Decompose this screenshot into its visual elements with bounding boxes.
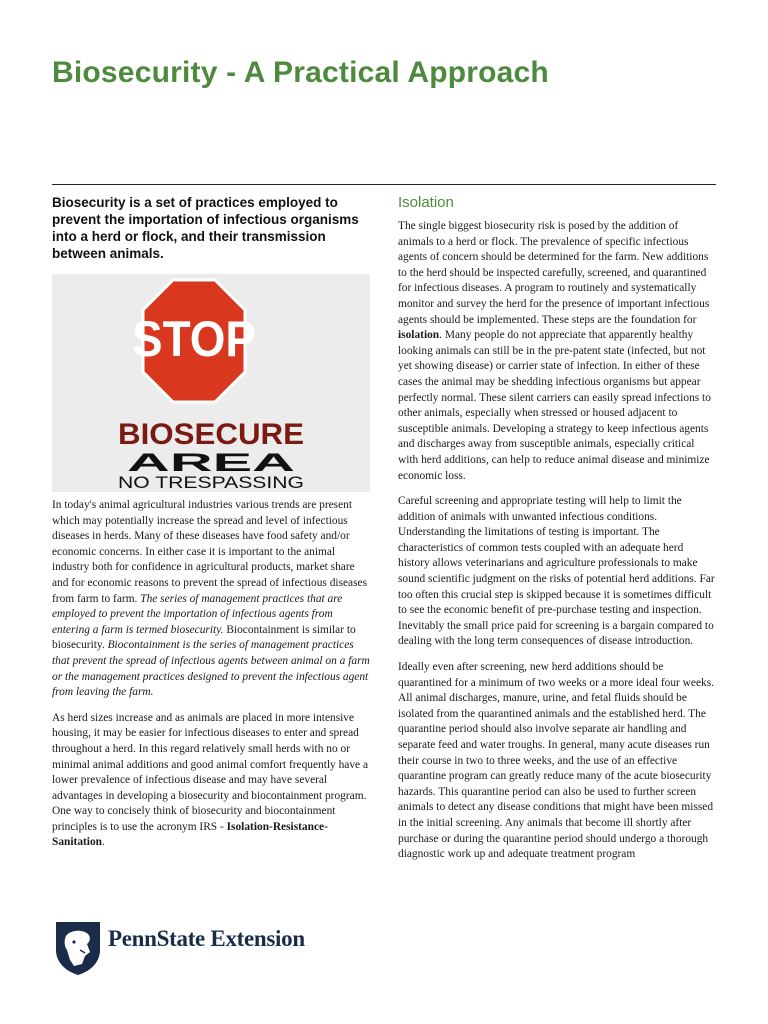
nittany-lion-shield-icon xyxy=(52,920,104,976)
isolation-paragraph-1: The single biggest biosecurity risk is posed by the addition of animals to a herd or flock. The prevalence of specific infectious agents of concern should be determined for the farm. New additions to the herd should be inspected carefully, screened, and quarantined for infectious diseases. A program to routinely and systematically monitor and survey the herd for the presence of important infectious agents should be implemented. These steps are the foundation for isolation. Many people do not appreciate that apparently healthy looking animals can still be in the pre-patent state (infected, but not yet showing disease) or carrier state of infection. In either of these cases the animal may be shedding infectious organisms but appear perfectly normal. These silent carriers can easily spread infections to other animals, especially when stressed or housed adjacent to susceptible animals. Developing a strategy to keep infectious agents and discharges away from susceptible animals, especially critical with herd additions, can help to reduce animal disease and minimize economic loss. xyxy=(398,220,711,482)
page-title: Biosecurity - A Practical Approach xyxy=(52,56,549,89)
header-divider xyxy=(52,184,716,185)
logo-text: PennState Extension xyxy=(108,926,305,951)
irs-acronym: Isolation-Resistance-Sanitation xyxy=(52,820,328,849)
herd-size-paragraph: As herd sizes increase and as animals are placed in more intensive housing, it may be easier for infectious diseases to enter and spread throughout a herd. In this regard relatively small herds with no or minimal animal additions and good animal comfort frequently have a lower prevalence of infectious disease and may have several advantages in developing a biosecurity and biocontainment program. One way to concisely think of biosecurity and biocontainment principles is to use the acronym IRS - Isolation-Resistance-Sanitation. xyxy=(52,711,369,849)
isolation-paragraph-3: Ideally even after screening, new herd additions should be quarantined for a minimum of two weeks or a more ideal four weeks. All animal discharges, manure, urine, and fetal fluids should be isolated from the quarantined animals and the established herd. The quarantine period should also involve separate air handling and separate feed and water troughs. In general, many acute diseases run their course in two to three weeks, and the use of an effective quarantine program can greatly reduce many of the acute biosecurity hazards. This quarantine period can also be used to further screen animals to detect any disease conditions that might have been missed in the initial screening. Any animals that become ill shortly after purchase or during the quarantine period should undergo a thorough diagnostic work up and adequate treatment program xyxy=(398,661,714,861)
sign-area-text: AREA xyxy=(127,449,295,477)
left-column xyxy=(52,194,370,861)
isolation-heading: Isolation xyxy=(398,194,454,211)
stop-text: STOP xyxy=(132,311,256,367)
pennstate-extension-logo xyxy=(52,920,342,976)
stop-sign-graphic xyxy=(52,274,370,492)
sign-biosecure-text: BIOSECURE xyxy=(118,418,304,451)
biosecure-sign-image xyxy=(52,274,370,492)
lead-paragraph: Biosecurity is a set of practices employed to prevent the importation of infectious organisms into a herd or flock, and their transmission between animals. xyxy=(52,195,359,261)
intro-paragraph: In today's animal agricultural industries various trends are present which may potentially increase the spread and level of infectious diseases in herds. Many of these diseases have food safety and/or economic concerns. In either case it is important to the animal industry both for confidence in agricultural products, market share and for economic reasons to prevent the spread of infectious diseases from farm to farm. The series of management practices that are employed to prevent the importation of infectious agents from entering a farm is termed biosecurity. Biocontainment is similar to biosecurity. Biocontainment is the series of management practices that prevent the spread of infectious agents between animal on a farm or the management practices designed to prevent the infectious agent from leaving the farm. xyxy=(52,499,370,699)
sign-no-trespassing-text: NO TRESPASSING xyxy=(118,473,304,492)
isolation-paragraph-2: Careful screening and appropriate testing will help to limit the addition of animals with unwanted infectious conditions. Understanding the limitations of testing is important. The characteristics of common tests coupled with an adequate herd history allows veterinarians and agriculture professionals to make sound scientific judgment on the risks of potential herd additions. Far too often this crucial step is skipped because it is sometimes difficult to see the economic benefit of pre-purchase testing and inspection. Inevitably the small price paid for screening is a bargain compared to dealing with the long term consequences of disease introduction. xyxy=(398,495,715,648)
right-column xyxy=(398,194,716,873)
